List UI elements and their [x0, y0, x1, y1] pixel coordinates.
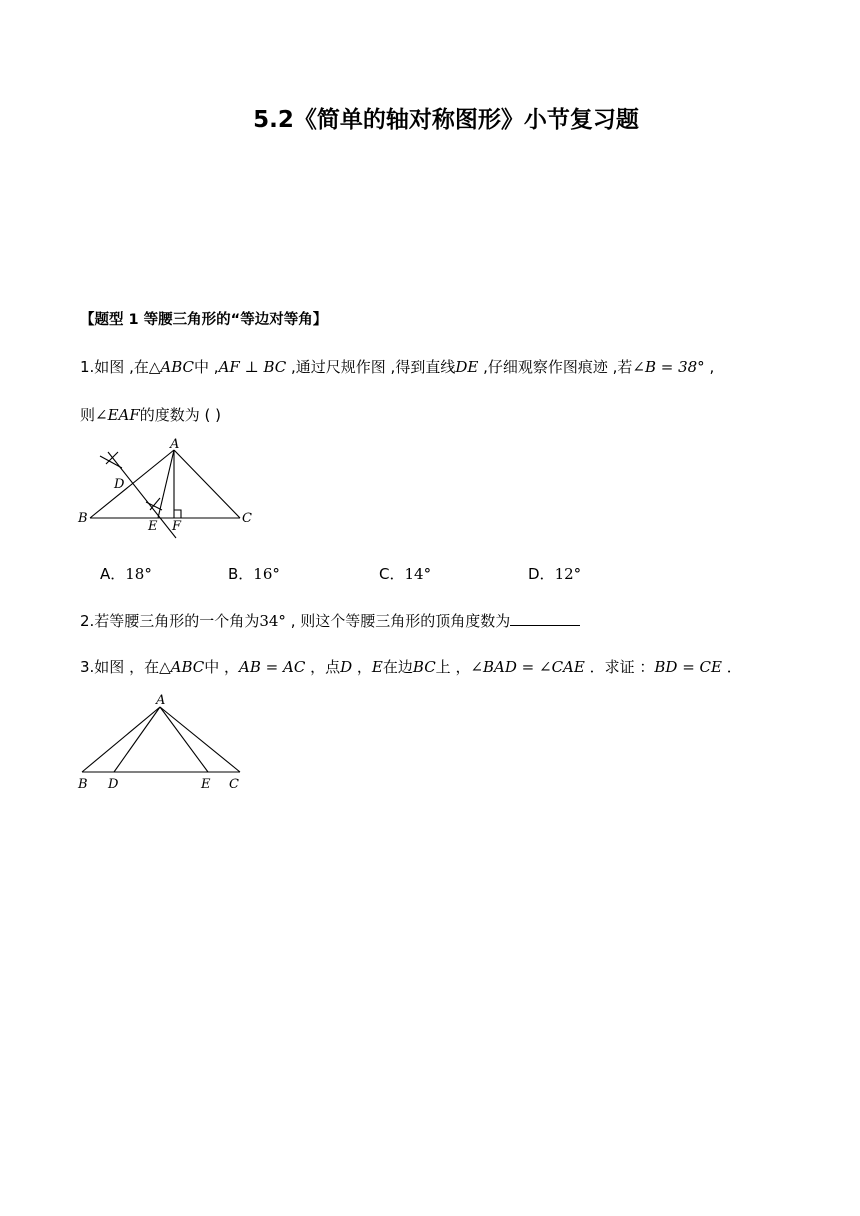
q1-de: DE — [455, 358, 479, 376]
q1-label-f: F — [172, 519, 182, 534]
q1-arc-mark-top — [100, 452, 122, 468]
option-d — [528, 563, 581, 584]
q1-segment-ae — [158, 450, 174, 518]
q3-t3: ， — [352, 658, 372, 676]
q2-value: 34° — [259, 612, 286, 630]
q2-line — [80, 610, 580, 631]
q3-d: D — [340, 658, 353, 676]
q3-label-b: B — [78, 777, 88, 792]
q3-segment-ac — [160, 707, 240, 772]
option-a — [100, 563, 152, 584]
q1-label-c: C — [242, 511, 252, 526]
q3-t6: ．求证 ： — [584, 658, 655, 676]
q1-segment-ab — [90, 450, 174, 518]
q1-right-angle-mark — [174, 510, 181, 518]
option-c — [379, 563, 431, 584]
q1-zhong: 中 , — [194, 358, 219, 376]
q2-prefix: 2.若等腰三角形的一个角为 — [80, 612, 260, 630]
q3-ab-eq-ac: AB = AC — [239, 658, 306, 676]
q1-label-d: D — [114, 477, 125, 492]
option-d-letter: D． — [528, 565, 555, 583]
option-a-value: 18° — [125, 565, 152, 583]
q3-label-d: D — [108, 777, 119, 792]
option-c-letter: C． — [379, 565, 405, 583]
q3-t1: 中 ， — [204, 658, 240, 676]
q1-angle-b: ∠B = 38° — [632, 358, 705, 376]
q1-line1 — [80, 356, 714, 377]
q3-triangle-symbol: △ — [159, 658, 171, 676]
q1-end1: , — [704, 358, 715, 376]
q3-line — [80, 656, 742, 677]
q1-label-e: E — [148, 519, 158, 534]
q3-figure — [70, 690, 250, 794]
option-c-value: 14° — [404, 565, 432, 583]
option-b-letter: B． — [228, 565, 254, 583]
q2-suffix: , 则这个等腰三角形的顶角度数为 — [285, 612, 511, 630]
q1-label-a: A — [170, 437, 180, 452]
option-d-value: 12° — [554, 565, 582, 583]
q1-angle-eaf: ∠EAF — [95, 406, 140, 424]
q2-answer-blank[interactable] — [510, 611, 580, 626]
q3-e: E — [371, 658, 383, 676]
q1-mid2: ,仔细观察作图痕迹 ,若 — [478, 358, 633, 376]
q1-arc-mark-bottom — [146, 498, 162, 510]
page-title: 5.2《简单的轴对称图形》小节复习题 — [253, 107, 639, 133]
q3-bc: BC — [412, 658, 436, 676]
option-b-value: 16° — [253, 565, 280, 583]
q1-mid1: ,通过尺规作图 ,得到直线 — [286, 358, 456, 376]
q1-figure — [70, 436, 260, 544]
q1-segment-ac — [174, 450, 240, 518]
q1-line2 — [80, 404, 221, 425]
q3-bd-eq-ce: BD = CE — [654, 658, 722, 676]
q1-label-b: B — [78, 511, 88, 526]
q3-prefix: 3.如图 ，在 — [80, 658, 160, 676]
q1-line2-pre: 则 — [80, 406, 96, 424]
q1-line2-post: 的度数为 ( ) — [139, 406, 222, 424]
q1-af-perp-bc: AF ⊥ BC — [218, 358, 287, 376]
q1-prefix: 1.如图 ,在 — [80, 358, 149, 376]
q3-angles: ∠BAD = ∠CAE — [470, 658, 585, 676]
q3-label-a: A — [156, 693, 166, 708]
q3-t7: ． — [721, 658, 742, 676]
q3-label-e: E — [201, 777, 211, 792]
q3-abc: ABC — [170, 658, 205, 676]
q3-t5: 上 ， — [435, 658, 471, 676]
option-b — [228, 563, 280, 584]
section-heading: 【题型 1 等腰三角形的“等边对等角】 — [80, 312, 328, 328]
q3-label-c: C — [229, 777, 239, 792]
q1-triangle-symbol: △ — [148, 358, 161, 376]
q1-abc: ABC — [160, 358, 195, 376]
q3-t4: 在边 — [382, 658, 413, 676]
q3-t2: ，点 — [305, 658, 341, 676]
option-a-letter: A． — [100, 565, 126, 583]
